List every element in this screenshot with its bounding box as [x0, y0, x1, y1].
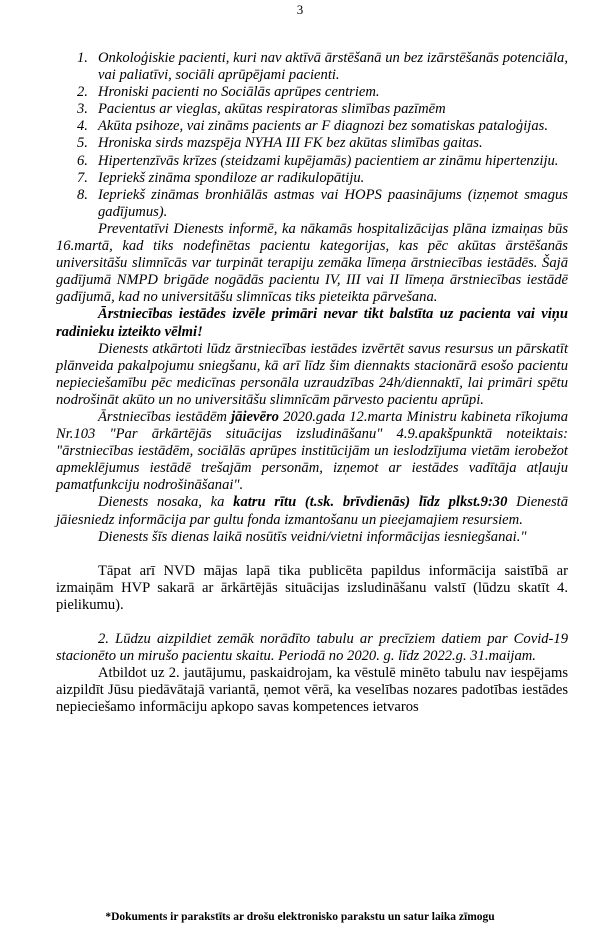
list-item-text: Akūta psihoze, vai zināms pacients ar F diagnozi bez somatiskas pataloģijas.	[98, 118, 548, 135]
list-item-text: Onkoloģiskie pacienti, kuri nav aktīvā ārstēšanā un bez izārstēšanās potenciāla, vai paliatīvi, sociāli aprūpējami pacienti.	[98, 50, 568, 84]
spacer	[56, 546, 568, 563]
list-item	[56, 118, 568, 135]
paragraph-preventive-notice: Preventatīvi Dienests informē, ka nākamās hospitalizācijas plāna izmaiņas būs 16.martā, kad tiks nodefinētas pacientu kategorijas, kas pēc akūtas ārstēšanās universitāšu slimnīcās var turpināt terapiju zemāka līmeņa ārstniecības iestādēs. Šajā gadījumā NMPD brigāde nogādās pacientu IV, III vai II līmeņa ārstniecības iestādē gadījumā, kad no universitāšu slimnīcas tiks pieteikta pārvešana.	[56, 220, 568, 306]
list-item	[56, 187, 568, 221]
list-item-number: 6.	[77, 152, 88, 169]
order-bold-text: jāievēro	[231, 408, 279, 425]
signature-footer-note: *Dokuments ir parakstīts ar drošu elektronisko parakstu un satur laika zīmogu	[105, 911, 495, 923]
patient-category-list	[56, 50, 568, 221]
order-lead-text: Ārstniecības iestādēm	[98, 408, 232, 425]
list-item-text: Pacientus ar vieglas, akūtas respiratoras slimības pazīmēm	[98, 101, 446, 118]
paragraph-answer-2: Atbildot uz 2. jautājumu, paskaidrojam, ka vēstulē minēto tabulu nav iespējams aizpildīt Jūsu piedāvātajā variantā, ņemot vērā, ka veselības nozares padotības iestādes nepieciešamo informāciju apkopo savas kompetences ietvaros	[56, 665, 568, 716]
list-item	[56, 84, 568, 101]
list-item-number: 1.	[77, 50, 88, 66]
list-item-text: Hroniski pacienti no Sociālās aprūpes centriem.	[98, 84, 380, 101]
list-item-text: Hipertenzīvās krīzes (steidzami kupējamās) pacientiem ar zināmu hipertenziju.	[98, 152, 559, 169]
order-rest-text: 2020.gada 12.marta Ministru kabineta rīkojuma Nr.103 "Par ārkārtējās situācijas izsludināšanu" 4.9.apakšpunktā noteiktais: "ārstniecības iestādēm, sociālās aprūpes institūcijām un ieslodzījuma vietām ierobežot apmeklējumus iestādē trešajām personām, izņemot ar iestādes vadītāja atļauju pamatfunkciju nodrošināšanai".	[56, 408, 568, 494]
paragraph-visitation-order	[56, 409, 568, 494]
paragraph-nvd-info: Tāpat arī NVD mājas lapā tika publicēta papildus informācija saistībā ar izmaiņām HVP sakarā ar ārkārtējās situācijas izsludināšanu valstī (lūdzu skatīt 4. pielikumu).	[56, 562, 568, 613]
list-item-text: Iepriekš zināmas bronhiālās astmas vai HOPS paasinājums (izņemot smagus gadījumus).	[98, 186, 568, 220]
list-item	[56, 135, 568, 152]
list-item-number: 5.	[77, 135, 88, 152]
list-item-number: 2.	[77, 84, 88, 101]
daily-rest-text: Dienestā jāiesniedz informācija par gultu fonda izmantošanu un pieejamajiem resursiem.	[56, 494, 568, 528]
document-body	[56, 50, 568, 716]
paragraph-form-notice: Dienests šīs dienas laikā nosūtīs veidni/vietni informācijas iesniegšanai."	[98, 528, 527, 545]
page-number: 3	[296, 2, 304, 17]
spacer	[56, 614, 568, 631]
list-item-number: 3.	[77, 101, 88, 118]
list-item	[56, 153, 568, 170]
list-item-number: 8.	[77, 186, 88, 203]
paragraph-bold-notice: Ārstniecības iestādes izvēle primāri nevar tikt balstīta uz pacienta vai viņu radinieku izteikto vēlmi!	[56, 306, 568, 340]
list-item-number: 7.	[77, 169, 88, 186]
list-item-text: Hroniska sirds mazspēja NYHA III FK bez akūtas slimības gaitas.	[98, 135, 483, 152]
daily-lead-text: Dienests nosaka, ka	[98, 494, 234, 511]
daily-bold-text: katru rītu (t.sk. brīvdienās) līdz plkst.9:30	[233, 494, 508, 511]
list-item-number: 4.	[77, 118, 88, 135]
paragraph-resources-review: Dienests atkārtoti lūdz ārstniecības iestādes izvērtēt savus resursus un pārskatīt plānveida pakalpojumu sniegšanu, kā arī līdz šim diennakts stacionārā esošo pacientu nepieciešamību pēc medicīnas personāla uzraudzības 24h/diennaktī, lai primāri spētu nodrošināt akūto un no universitāšu slimnīcām pārvesto pacientu aprūpi.	[56, 340, 568, 408]
paragraph-daily-reporting	[56, 494, 568, 528]
list-item	[56, 101, 568, 118]
list-item-text: Iepriekš zināma spondiloze ar radikulopātiju.	[98, 169, 365, 186]
paragraph-question-2: 2. Lūdzu aizpildiet zemāk norādīto tabulu ar precīziem datiem par Covid-19 stacionēto un mirušo pacientu skaitu. Periodā no 2020. g. līdz 2022.g. 31.maijam.	[56, 631, 568, 665]
list-item	[56, 50, 568, 84]
list-item	[56, 170, 568, 187]
